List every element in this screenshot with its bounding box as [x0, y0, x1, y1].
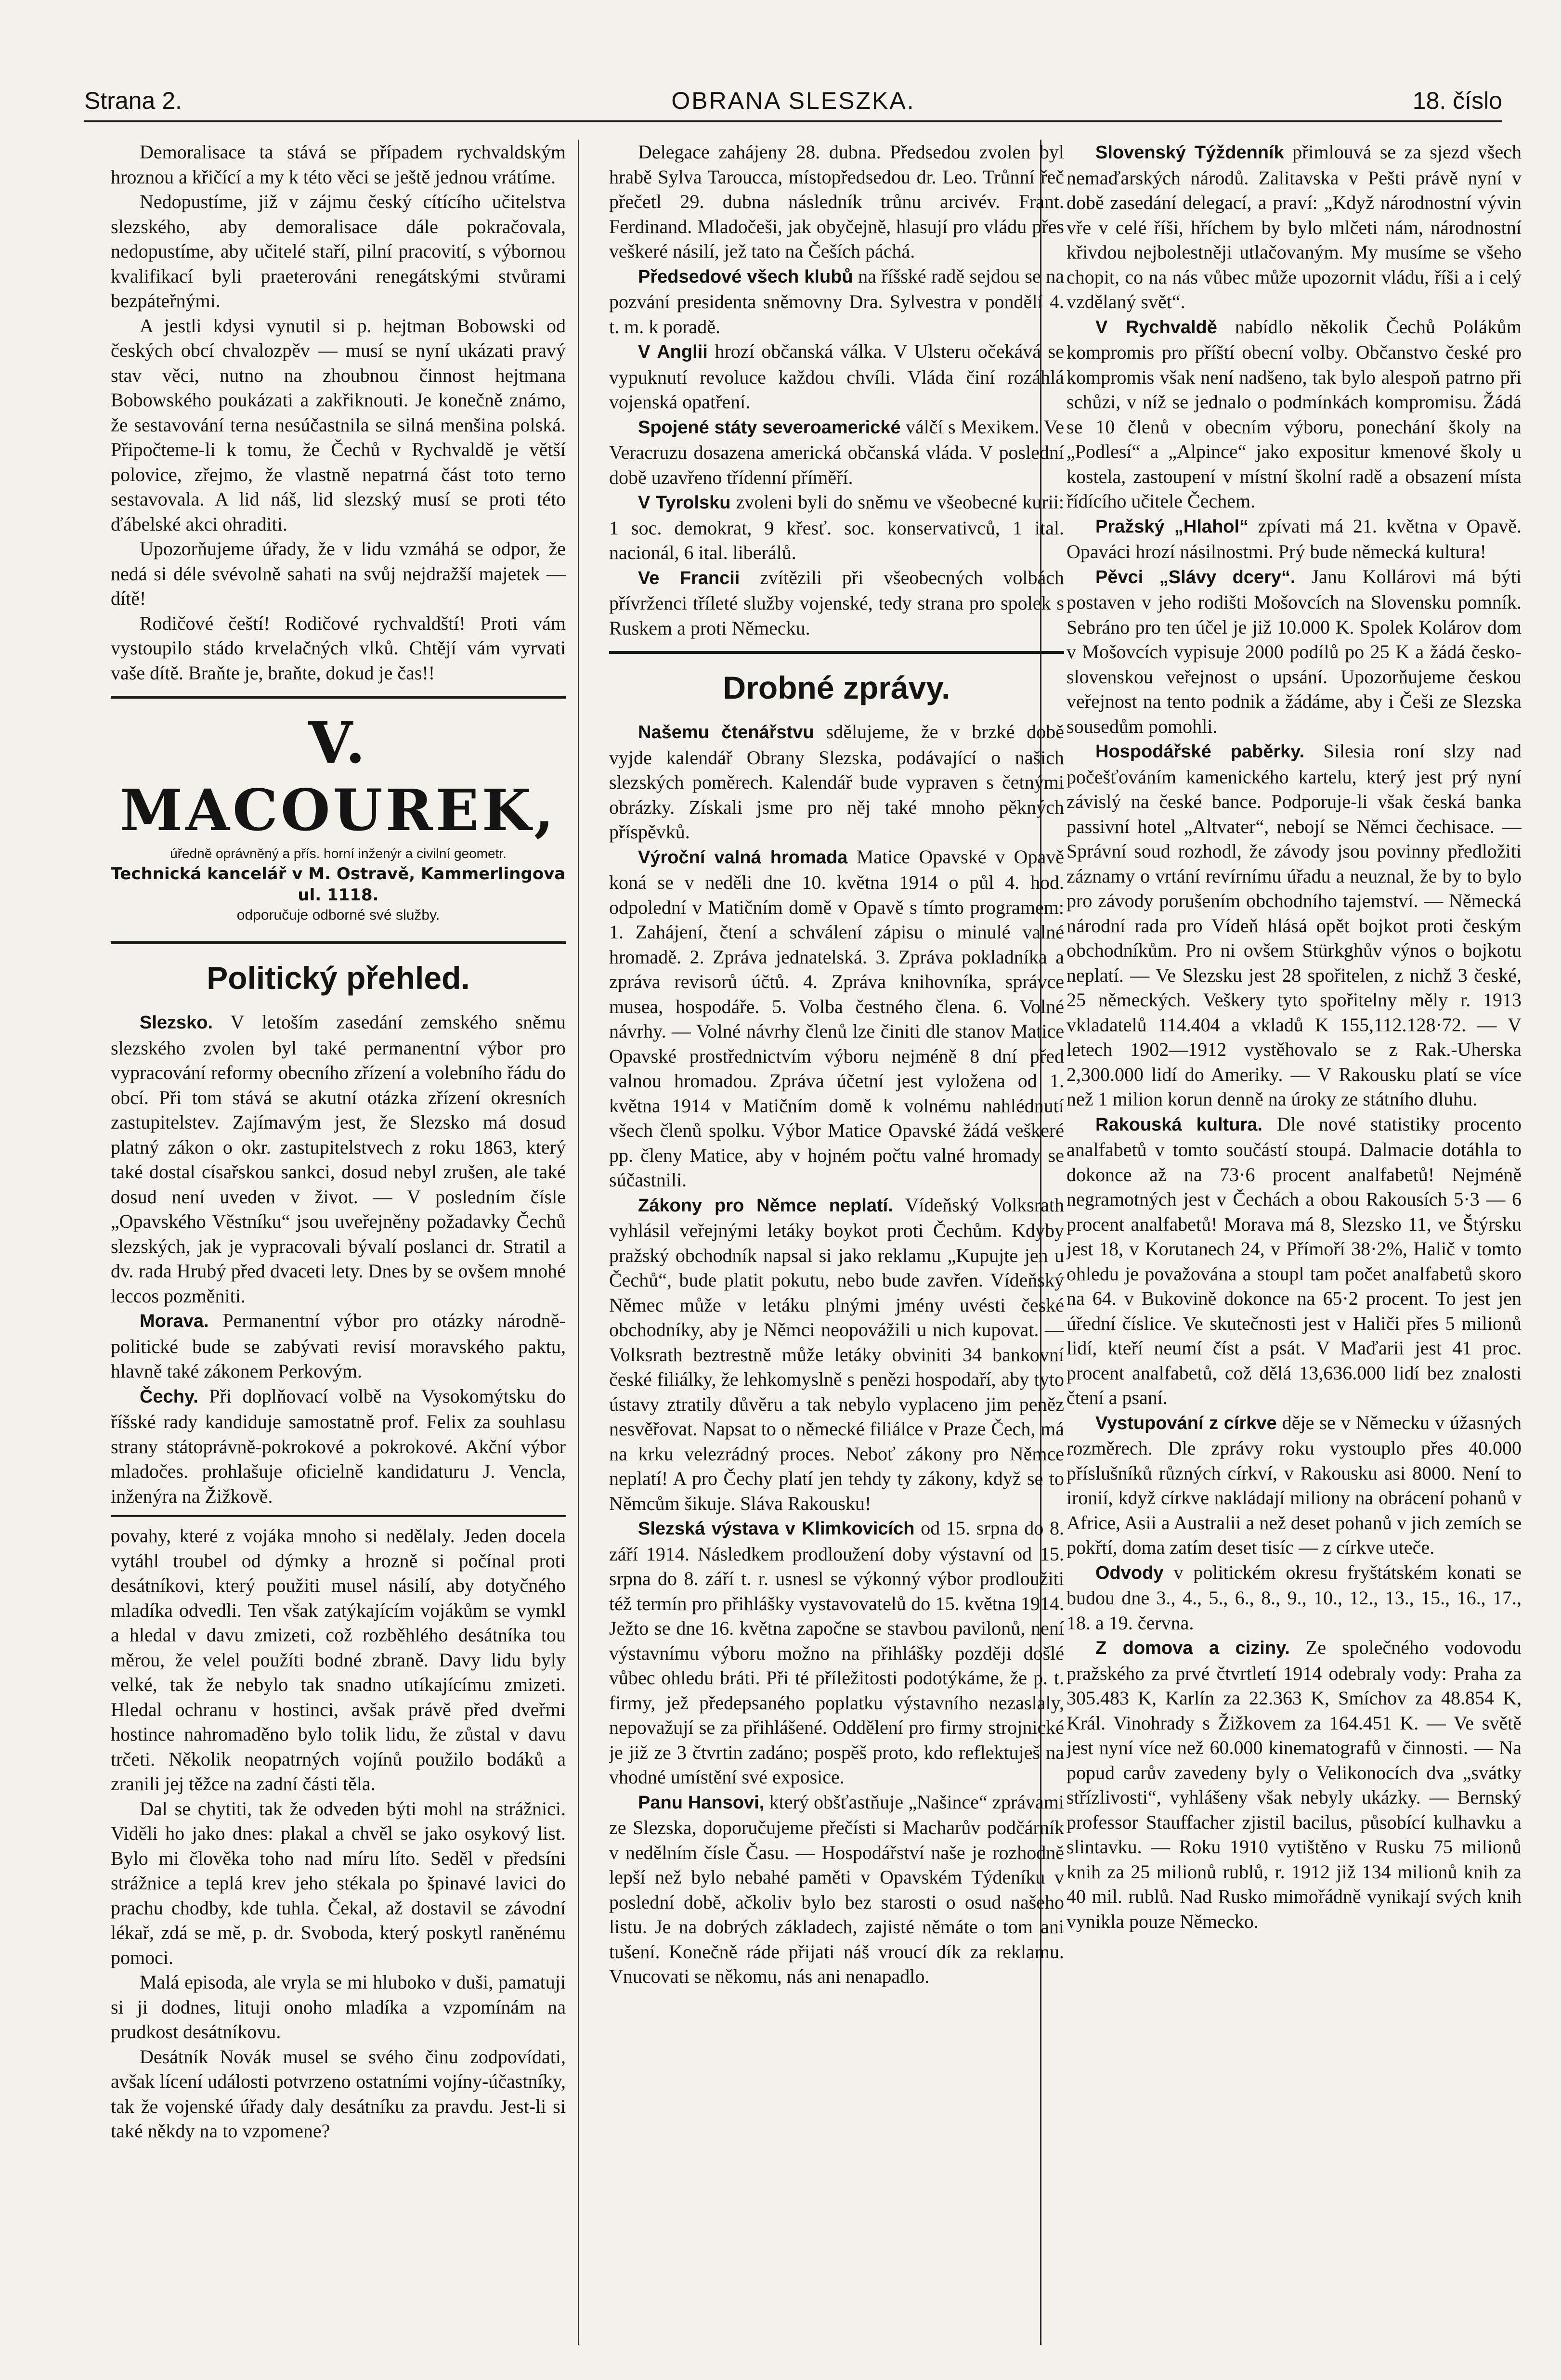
news-item: Vystupování z církve děje se v Německu v úžasných rozměrech. Dle zprávy roku vystouplo přes 40.000 příslušníků různých církví, v Rakousku asi 8000. Není to ironií, když církve nakládají miliony na obrácení pohanů v Africe, Asii a Australii a než deset pohanů v jich zemích se pokřtí, doma zatím deset tisíc — z církve uteče. — [1067, 1411, 1522, 1558]
column-2 — [609, 140, 1064, 2345]
ad-line: odporučuje odborné své služby. — [236, 907, 440, 923]
section-heading: Drobné zprávy. — [723, 670, 950, 705]
issue-number: 18. číslo — [1412, 87, 1502, 114]
section-rule — [111, 941, 566, 944]
news-item: Odvody v politickém okresu fryštátském konati se budou dne 3., 4., 5., 6., 8., 9., 10., 12., 13., 15., 16., 17., 18. a 19. června. — [1067, 1561, 1522, 1634]
news-item: Morava. Permanentní výbor pro otázky národně-politické bude se zabývati revisí moravského paktu, hlavně také zákonem Perkovým. — [111, 1310, 566, 1382]
news-item: Ve Francii zvítězili při všeobecných volbách přívrženci tříleté služby vojenské, tedy strana pro spolek s Ruskem a proti Německu. — [609, 566, 1064, 639]
news-item: Slezsko. V letoším zasedání zemského sněmu slezského zvolen byl také permanentní výbor pro vypracování reformy obecního zřízení a volebního řádu do obcí. Při tom stává se akutní otázka zřízení okresních zastupitelstev. Zajímavým jest, že Slezsko má dosud platný zákon o okr. zastupitelstvech z roku 1863, který také dostal císařskou sankci, dosud nebyl zrušen, ale také dosud není uveden v život. — V posledním čísle „Opavského Věstníku“ jsou uveřejněny požadavky Čechů slezských, jak je vypracovali bývalí poslanci dr. Stratil a dv. rada Hrubý před dvaceti lety. Dnes by se ovšem mnohé leccos pozměniti. — [111, 1011, 566, 1307]
ad-line: Technická kancelář v M. Ostravě, Kammerlingova ul. 1118. — [111, 864, 566, 905]
column-3 — [1067, 140, 1522, 2345]
news-item: Panu Hansovi, který obšťastňuje „Našince“ zprávami ze Slezska, doporučujeme přečísti si Macharův podčárník v nedělním čísle Času. — Hospodářství naše je rozhodně lepší než bylo nebahé paměti v Opavském Týdeníku v poslední době, ačkoliv bylo bez starosti o osud našeho listu. Je na dobrých základech, zajisté němáte o tom ani tušení. Konečně ráde přijati náš vroucí dík za reklamu. Vnucovati se někomu, nás ani nenapadlo. — [609, 1791, 1064, 1987]
page-header — [84, 87, 1502, 125]
article-paragraph: A jestli kdysi vynutil si p. hejtman Bobowski od českých obcí chvalozpěv — musí se nyní ukázati pravý stav věci, nutno na zhoubnou činnost hejtmana Bobowského poukázati a zakřiknouti. Je konečně známo, že sestavování terna nesúčastnila se silná menšina polská. Připočteme-li k tomu, že Čechů v Rychvaldě je větší polovice, zřejmo, že vlastně nepatrná část toto terno sestavovala. A lid náš, lid slezský musí se proti této ďábelské akci ohraditi. — [111, 314, 566, 535]
feuilleton-paragraph: povahy, které z vojáka mnoho si nedělaly. Jeden docela vytáhl troubel od dýmky a hrozně si počínal proti desátníkovi, který použiti musel násilí, aby dotyčného mladíka odvedli. Ten však zatýkajícím vojákům se vymkl a hledal v davu zmizeti, což rozběhlého desátníka tou měrou, že velel použíti bodné zbraně. Davy lidu byly velké, tak že nebylo tak snadno utíkajícímu zmizeti. Hledal ochranu v hostinci, avšak právě před dveřmi hostince nahromaděno bylo tolik lidu, že zůstal v davu trčeti. Několik neopatrných vojínů použilo bodáků a zranili jej těžce na zadní části těla. — [111, 1525, 566, 1795]
column-divider — [578, 140, 579, 2345]
news-item: Předsedové všech klubů na říšské radě sejdou se na pozvání presidenta sněmovny Dra. Sylvestra v pondělí 4. t. m. k poradě. — [609, 265, 1064, 338]
article-paragraph: Upozorňujeme úřady, že v lidu vzmáhá se odpor, že nedá si déle svévolně sahati na svůj nejdražší majetek — dítě! — [111, 538, 566, 609]
news-item: V Rychvaldě nabídlo několik Čechů Polákům kompromis pro příští obecní volby. Občanstvo české pro kompromis však není nadšeno, tak bylo alespoň patrno při schůzi, v níž se jednalo o podmínkách kompromisu. Žádá se 10 členů v obecním výboru, ponechání školy na „Podlesí“ a „Alpince“ jako expositur kmenové školy u kostela, zastoupení v místní školní radě a obsazení místa řídícího učitele Čechem. — [1067, 315, 1522, 512]
news-item: Delegace zahájeny 28. dubna. Předsedou zvolen byl hrabě Sylva Taroucca, místopředsedou dr. Leo. Trůnní řeč přečetl 29. dubna následník trůnu arcivév. Frant. Ferdinand. Mladočeši, jak obyčejně, hlasují pro vládu přes veškeré násilí, jež tato na Češích páchá. — [609, 141, 1064, 262]
news-item: Výroční valná hromada Matice Opavské v Opavě koná se v neděli dne 10. května 1914 o půl 4. hod. odpolední v Matičním domě v Opavě s tímto programem: 1. Zahájení, čtení a schválení zápisu o minulé valné hromadě. 2. Zpráva jednatelská. 3. Zpráva pokladníka a zpráva revisorů účtů. 4. Zpráva knihovníka, správce musea, hospodáře. 5. Volba čestného člena. 6. Volné návrhy. — Volné návrhy členů lze činiti dle stanov Matice Opavské prostřednictvím výboru nejméně 8 dní před valnou hromadou. Zpráva účetní jest vyložena od 1. května 1914 v Matičním domě k volnému nahlédnutí všech členů spolku. Výbor Matice Opavské žádá veškeré pp. členy Matice, aby v hojném počtu valné hromady se súčastnili. — [609, 845, 1064, 1191]
masthead-title: OBRANA SLESZKA. — [671, 87, 915, 114]
news-item: V Tyrolsku zvoleni byli do sněmu ve všeobecné kurii: 1 soc. demokrat, 9 křesť. soc. konservativců, 1 ital. nacionál, 6 ital. liberálů. — [609, 491, 1064, 563]
ad-line: úředně oprávněný a přís. horní inženýr a civilní geometr. — [170, 846, 507, 861]
section-rule — [609, 651, 1064, 654]
news-item: Čechy. Při doplňovací volbě na Vysokomýtsku do říšské rady kandiduje samostatně prof. Felix za souhlasu strany státoprávně-pokrokové a pokrokové. Akční výbor mladočes. prohlašuje oficielně kandidaturu J. Vencla, inženýra na Žižkově. — [111, 1385, 566, 1507]
feuilleton-paragraph: Dal se chytiti, tak že odveden býti mohl na strážnici. Viděli ho jako dnes: plakal a chvěl se jako osykový list. Bylo mi člověka toho nad míru líto. Seděl v předsíni strážnice a teplá krev jeho stékala po špinavé lavici do prachu chodby, kde tuhla. Čekal, až dostavil se závodní lékař, zdá se mě, p. dr. Svoboda, který poskytl raněnému pomoci. — [111, 1797, 566, 1968]
page-number: Strana 2. — [84, 87, 182, 114]
section-heading: Politický přehled. — [207, 960, 470, 996]
section-rule — [111, 1515, 566, 1517]
ad-name: V. MACOUREK, — [119, 709, 557, 844]
article-paragraph: Rodičové čeští! Rodičové rychvaldští! Proti vám vystoupilo stádo krvelačných vlků. Chtějí vám vyrvati vaše dítě. Braňte je, braňte, dokud je čas!! — [111, 612, 566, 684]
news-item: V Anglii hrozí občanská válka. V Ulsteru očekává se vypuknutí revoluce každou chvíli. Vláda činí rozáhlá vojenská opatření. — [609, 340, 1064, 413]
news-item: Zákony pro Němce neplatí. Vídeňský Volksrath vyhlásil veřejnými letáky boykot proti Čechům. Kdyby pražský obchodník napsal si jako reklamu „Kupujte jen u Čechů“, bude platit pokutu, nebo bude zavřen. Vídeňský Němec může v letáku plnými jmény uvésti české obchodníky, aby je Němci neopovážili u nich kupovat. — Volksrath beztrestně může letáky obviniti 34 bankovní české filiálky, že lehkomyslně s penězi hospodaří, aby tyto ústavy ztratily důvěru a tak nebylo vyplaceno jim peněz nesvěřovat. Napsat to o německé filiálce v Praze Čech, má na krku velezrádný proces. Neboť zákony pro Němce neplatí! A pro Čechy platí jen tehdy ty zákony, když se to Němcům šikuje. Sláva Rakousku! — [609, 1194, 1064, 1514]
news-item: Pražský „Hlahol“ zpívati má 21. května v Opavě. Opaváci hrozí násilnostmi. Prý bude německá kultura! — [1067, 515, 1522, 562]
news-item: Hospodářské paběrky. Silesia roní slzy nad počešťováním kamenického kartelu, který jest prý nyní závislý na české bance. Podporuje-li však česká banka passivní hotel „Altvater“, nebojí se Němci čechisace. — Správní soud rozhodl, že závody jsou povinny předložiti záznamy o vrtání revírnímu úřadu a neuznal, že by to bylo pro závody porušením obchodního tajemství. — Německá národní rada pro Vídeň hlásá opět bojkot proti českým obchodníkům. Pro ni ovšem Stürkghův výnos o bojkotu neplatí. — Ve Slezsku jest 28 spořitelen, z nichž 3 české, 25 německých. Veškery tyto spořitelny měly r. 1913 vkladatelů 114.404 a vkladů K 155,112.128·72. — V letech 1902—1912 vystěhovalo se z Rak.-Uherska 2,300.000 lidí do Ameriky. — V Rakousku platí se více než 1 milion korun denně na úroky ze státního dluhu. — [1067, 740, 1522, 1110]
article-paragraph: Demoralisace ta stává se případem rychvaldským hroznou a křičící a my k této věci se ještě jednou vrátíme. — [111, 141, 566, 188]
news-item: Slovenský Týždenník přimlouvá se za sjezd všech nemaďarských národů. Zalitavska v Pešti právě nyní v době zasedání delegací, a praví: „Když národnostní vývin vře v celé říši, hříchem by bylo mlčeti nám, národnostní křivdou nejbolestněji utlačovaným. My musíme se všeho chopit, co na nás vůbec může upozornit vládu, říši a i celý vzdělaný svět“. — [1067, 141, 1522, 312]
feuilleton-paragraph: Malá episoda, ale vryla se mi hluboko v duši, pamatuji si ji dodnes, lituji onoho mladíka a vzpomínám na prudkost desátníkovu. — [111, 1971, 566, 2042]
header-rule — [84, 120, 1502, 122]
news-item: Rakouská kultura. Dle nové statistiky procento analfabetů v tomto součástí stoupá. Dalmacie dotáhla to dokonce až na 73·6 procent analfabetů! Nejméně negramotných jest v Čechách a obou Rakousích 5·3 — 6 procent analfabetů! Morava má 8, Slezsko 11, ve Štýrsku jest 18, v Korutanech 24, v Přímoří 38·2%, Halič v tomto ohledu je považována a stoupl tam počet analfabetů skoro na 64. v Bukovině dokonce na 65·2 procent. To jest jen úřední číslice. Ve skutečnosti jest v Haliči přes 5 milionů lidí, kteří neumí číst a psát. V Maďarii jest 41 proc. procent analfabetů, což dělá 13,636.000 lidí bez znalosti čtení a psaní. — [1067, 1113, 1522, 1408]
feuilleton-paragraph: Desátník Novák musel se svého činu zodpovídati, avšak lícení události potvrzeno ostatními vojíny-účastníky, tak že vojenské úřady daly desátníku za pravdu. Jest-li si také někdy na to vzpomene? — [111, 2045, 566, 2142]
section-rule — [111, 696, 566, 699]
news-item: Našemu čtenářstvu sdělujeme, že v brzké době vyjde kalendář Obrany Slezska, podávající o našich slezských poměrech. Kalendář bude vypraven s četnými obrázky. Získali jsme pro něj také mnoho pěkných příspěvků. — [609, 721, 1064, 843]
news-item: Slezská výstava v Klimkovicích od 15. srpna do 8. září 1914. Následkem prodloužení doby výstavní od 15. srpna do 8. září t. r. usnesl se výkonný výbor prodloužiti též termín pro přihlášky vystavovatelů do 15. května 1914. Ježto se dne 16. května započne se stavbou pavilonů, není výstavnímu výboru možno na přihlášky později došlé vůbec ohledu bráti. Při té příležitosti podotýkáme, že p. t. firmy, jež předepsaného poplatku výstavního nezaslaly, nepovažují se za přihlášené. Oddělení pro firmy strojnické je již ze 3 čtvrtin zadáno; pospěš proto, kdo reflektuješ na vhodné umístění své exposice. — [609, 1517, 1064, 1788]
article-paragraph: Nedopustíme, již v zájmu český cítícího učitelstva slezského, aby demoralisace dále pokračovala, nedopustíme, aby učitelé staří, pilní pracovití, s výbornou kvalifikací byli praeterováni renegátskými stvůrami bezpáteřnými. — [111, 191, 566, 312]
news-item: Pěvci „Slávy dcery“. Janu Kollárovi má býti postaven v jeho rodišti Mošovcích na Slovensku pomník. Sebráno pro ten účel je již 10.000 K. Spolek Kolárov dom v Mošovcích vypisuje 2000 podílů po 25 K a žádá česko-slovenskou veřejnost o upsání. Upozorňujeme českou veřejnost na tento podnik a žádáme, aby i Češi ze Slezska sousedům pomohli. — [1067, 565, 1522, 737]
column-1 — [111, 140, 566, 2345]
news-item: Spojené státy severoamerické válčí s Mexikem. Ve Veracruzu dosazena americká občanská vláda. V poslední době uzavřeno třídenní příměří. — [609, 416, 1064, 488]
news-item: Z domova a ciziny. Ze společného vodovodu pražského za prvé čtvrtletí 1914 odebraly vody: Praha za 305.483 K, Karlín za 22.363 K, Smíchov za 48.854 K, Král. Vinohrady s Žižkovem za 164.451 K. — Ve světě jest nyní více než 60.000 kinematografů v činnosti. — Na popud carův zavedeny byly o Velikonocích dva „svátky střízlivosti“, vyhlášeny však nebyly ukázky. — Bernský professor Stauffacher zjistil bacilus, působící kulhavku a slintavku. — Roku 1910 vytištěno v Rusku 75 milionů knih za 25 milionů rublů, r. 1912 již 134 milionů knih za 40 mil. rublů. Nad Rusko mimořádně vynikají svých knih vynikla pouze Německo. — [1067, 1637, 1522, 1932]
advertisement — [111, 705, 566, 931]
